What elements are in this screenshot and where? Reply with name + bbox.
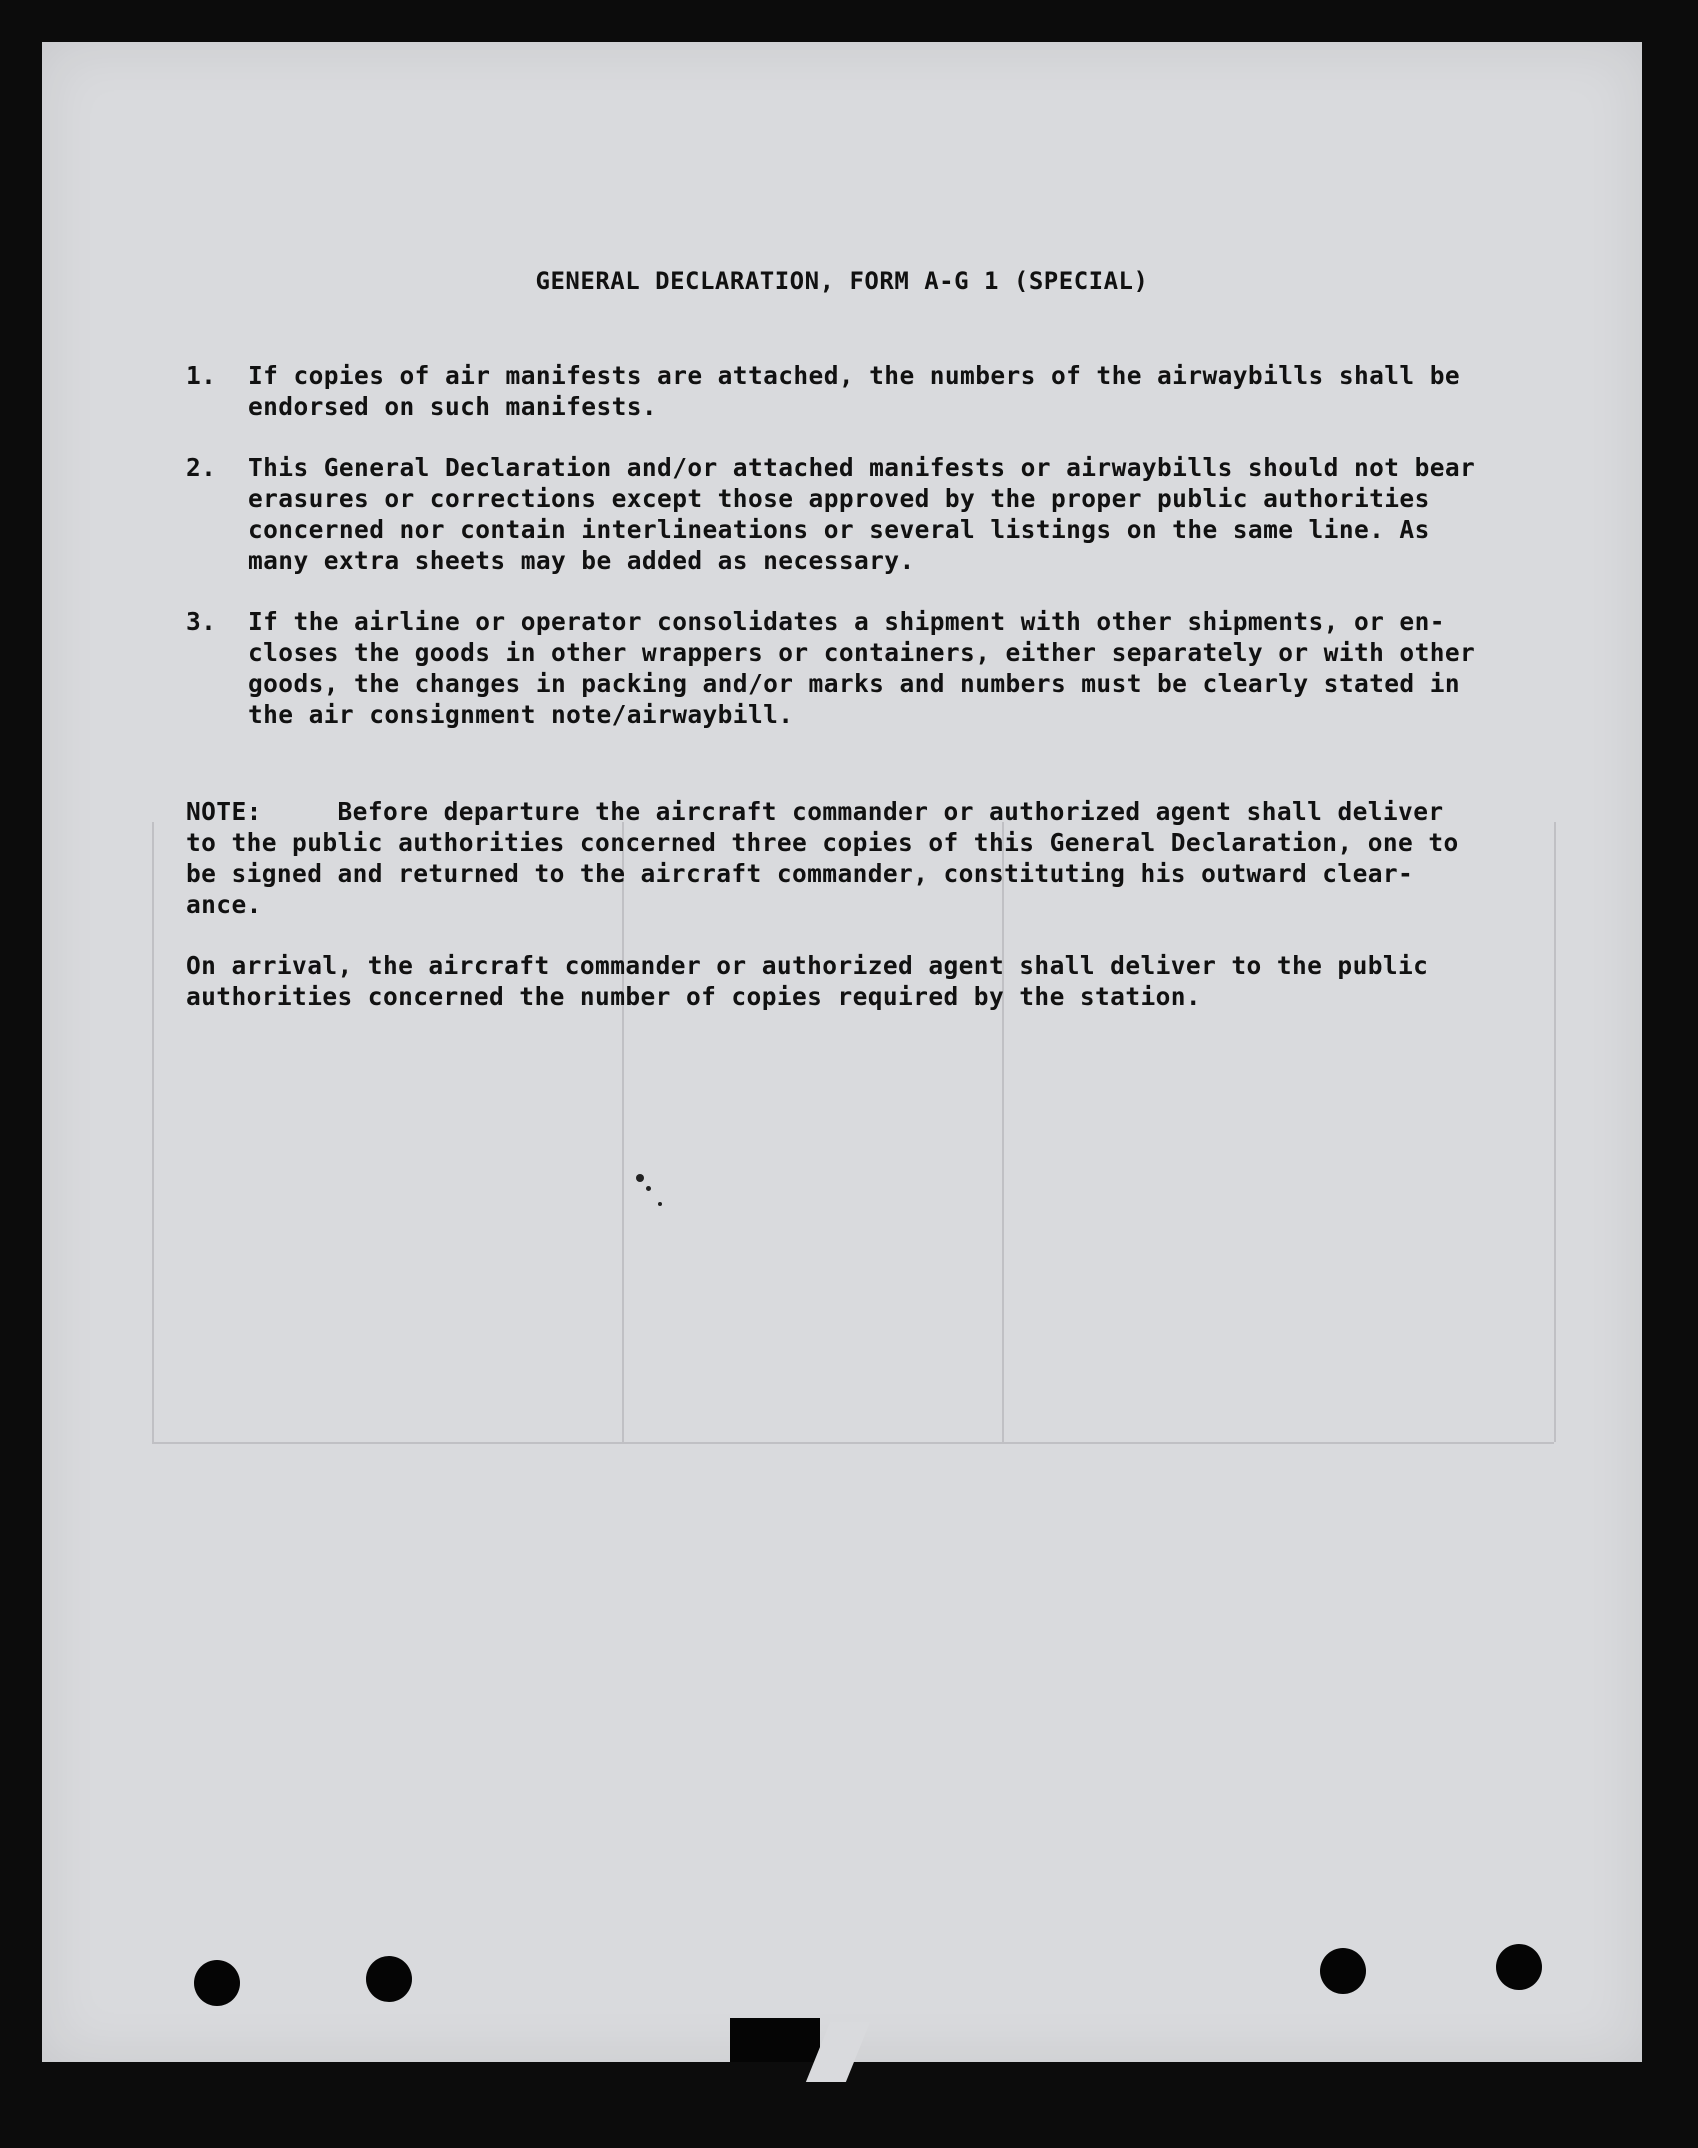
text-line: This General Declaration and/or attached manifests or airwaybills should not bear	[248, 453, 1476, 482]
text-line: be signed and returned to the aircraft commander, constituting his outward clear-	[186, 859, 1414, 888]
punch-hole	[366, 1956, 412, 2002]
text-line: goods, the changes in packing and/or marks and numbers must be clearly stated in	[248, 669, 1461, 698]
instruction-item-3	[186, 606, 1566, 730]
item-number: 2.	[186, 453, 217, 482]
item-text	[248, 360, 1566, 422]
punch-hole	[1320, 1948, 1366, 1994]
ink-speck	[636, 1174, 644, 1182]
text-line	[186, 796, 1566, 827]
binding-tab	[730, 2018, 820, 2062]
instruction-item-2	[186, 452, 1566, 576]
item-text	[248, 452, 1566, 576]
text-line: many extra sheets may be added as necessary.	[248, 546, 915, 575]
text-line: ance.	[186, 890, 262, 919]
ink-speck	[646, 1186, 651, 1191]
punch-hole	[194, 1960, 240, 2006]
text-line: endorsed on such manifests.	[248, 392, 658, 421]
instruction-item-1	[186, 360, 1566, 422]
text-line: to the public authorities concerned three copies of this General Declaration, one to	[186, 828, 1459, 857]
text-line: If copies of air manifests are attached, the numbers of the airwaybills shall be	[248, 361, 1461, 390]
text-line: the air consignment note/airwaybill.	[248, 700, 794, 729]
text-line: If the airline or operator consolidates a shipment with other shipments, or en-	[248, 607, 1445, 636]
text-line: erasures or corrections except those approved by the proper public authorities	[248, 484, 1430, 513]
document-page	[42, 42, 1642, 2062]
note-first-line: Before departure the aircraft commander or authorized agent shall deliver	[337, 797, 1444, 826]
arrival-paragraph	[186, 950, 1566, 1012]
text-line: concerned nor contain interlineations or several listings on the same line. As	[248, 515, 1430, 544]
text-line: authorities concerned the number of copies required by the station.	[186, 982, 1202, 1011]
punch-hole	[1496, 1944, 1542, 1990]
item-number: 1.	[186, 361, 217, 390]
item-number: 3.	[186, 607, 217, 636]
ink-speck	[658, 1202, 662, 1206]
page-title: GENERAL DECLARATION, FORM A-G 1 (SPECIAL)	[535, 267, 1149, 295]
declaration-body	[186, 42, 1586, 2062]
text-line: closes the goods in other wrappers or containers, either separately or with other	[248, 638, 1476, 667]
note-paragraph	[186, 796, 1566, 920]
item-text	[248, 606, 1566, 730]
text-line: On arrival, the aircraft commander or authorized agent shall deliver to the public	[186, 951, 1429, 980]
note-label: NOTE:	[186, 797, 262, 826]
bleed-through-line	[152, 822, 154, 1442]
